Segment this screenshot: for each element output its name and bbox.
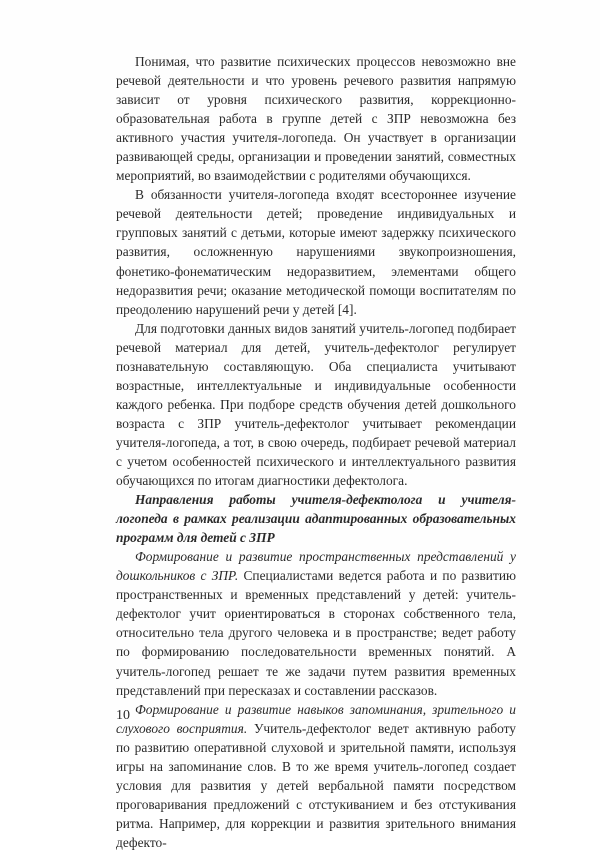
body-text bbox=[116, 52, 516, 852]
paragraph-4 bbox=[116, 547, 516, 699]
paragraph-3: Для подготовки данных видов занятий учитель-логопед подбирает речевой материал для детей, учитель-дефектолог регулирует познавательную составляющую. Оба специалиста учитывают возрастные, интеллектуальные и индивидуальные особенности каждого ребенка. При подборе средств обучения детей дошкольного возраста с ЗПР учитель-дефектолог учитывает рекомендации учителя-логопеда, а тот, в свою очередь, подбирает речевой материал с учетом особенностей психического и интеллектуального развития обучающихся по итогам диагностики дефектолога. bbox=[116, 320, 516, 489]
paragraph-4-body: Специалистами ведется работа и по развитию пространственных и временных представлений у детей: учитель-дефектолог учит ориентироваться в сторонах собственного тела, относительно тела другого человека и в пространстве; ведет работу по формированию последовательности временных понятий. А учитель-логопед решает те же задачи путем развития временных представлений при пересказах и составлении рассказов. bbox=[116, 568, 516, 698]
page-number: 10 bbox=[116, 708, 130, 723]
paragraph-1: Понимая, что развитие психических процессов невозможно вне речевой деятельности и что уровень речевого развития напрямую зависит от уровня психического развития, коррекционно-образовательная работа в группе детей с ЗПР невозможна без активного участия учителя-логопеда. Он участвует в организации развивающей среды, организации и проведении занятий, совместных мероприятий, во взаимодействии с родителями обучающихся. bbox=[116, 54, 516, 184]
section-heading: Направления работы учителя-дефектолога и учителя-логопеда в рамках реализации адаптированных образовательных программ для детей с ЗПР bbox=[116, 492, 516, 546]
paragraph-2: В обязанности учителя-логопеда входят всестороннее изучение речевой деятельности детей; проведение индивидуальных и групповых занятий с детьми, которые имеют задержку психического развития, осложненную нарушениями звукопроизношения, фонетико-фонематическим недоразвитием, элементами общего недоразвития речи; оказание методической помощи воспитателям по преодолению нарушений речи у детей [4]. bbox=[116, 187, 516, 317]
paragraph-5-body: Учитель-дефектолог ведет активную работу по развитию оперативной слуховой и зрительной памяти, используя игры на запоминание слов. В то же время учитель-логопед создает условия для развития у детей вербальной памяти посредством проговаривания предложений с отстукиванием и без отстукивания ритма. Например, для коррекции и развития зрительного внимания дефекто- bbox=[116, 720, 516, 850]
paragraph-4-lead: Формирование и развитие пространственных представлений у дошкольников с ЗПР. bbox=[116, 549, 516, 584]
paragraph-5 bbox=[116, 700, 516, 852]
paragraph-5-lead: Формирование и развитие навыков запоминания, зрительного и слухового восприятия. bbox=[116, 701, 516, 736]
